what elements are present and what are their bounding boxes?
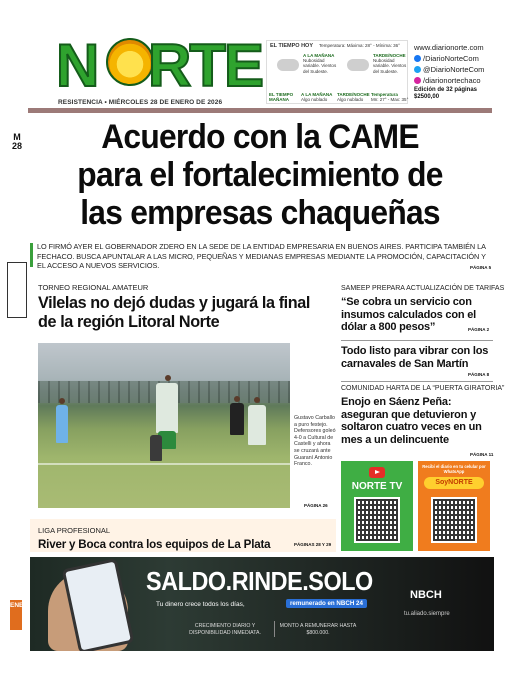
story3-title[interactable]: Enojo en Sáenz Peña: aseguran que detuvieron y soltaron cuatro veces en un mes a un delincuente <box>341 396 482 446</box>
story2-title[interactable]: Todo listo para vibrar con los carnavales de San Martín <box>341 345 489 370</box>
weather-tt-label: Temperatura <box>371 92 398 97</box>
nbch-advertisement[interactable] <box>30 557 494 651</box>
facebook-link[interactable] <box>414 53 514 64</box>
ad-subtitle: Tu dinero crece todos los días, <box>156 601 245 608</box>
youtube-icon <box>369 467 385 478</box>
main-story-kicker: TORNEO REGIONAL AMATEUR <box>38 283 149 292</box>
weather-tomorrow <box>269 92 301 102</box>
lead-marker <box>30 243 33 267</box>
story3-kicker: COMUNIDAD HARTA DE LA “PUERTA GIRATORIA” <box>341 385 505 392</box>
main-headline[interactable] <box>58 118 463 232</box>
masthead-rule <box>28 108 492 113</box>
player-head <box>59 398 65 404</box>
norte-tv-promo[interactable] <box>341 461 413 551</box>
pitch-line <box>38 463 290 465</box>
weather-tomorrow-temp <box>371 92 409 102</box>
ad-title: SALDO.RINDE.SOLO <box>146 566 373 596</box>
edition-pages: Edición de 32 páginas <box>414 87 478 93</box>
weather-tomorrow-night <box>337 92 373 102</box>
bottom-story-title[interactable]: River y Boca contra los equipos de La Plata <box>38 538 271 551</box>
bottom-story-kicker: LIGA PROFESIONAL <box>38 526 111 535</box>
facebook-handle: /DiarioNorteCom <box>423 54 479 63</box>
headline-page-ref[interactable]: PÁGINA 5 <box>470 265 492 270</box>
twitter-icon <box>414 66 421 73</box>
headline-line-2: para el fortalecimiento de <box>77 156 443 194</box>
weather-tn-desc: Algo nublado <box>337 97 364 103</box>
qr-code-icon[interactable] <box>354 497 400 543</box>
column-divider <box>341 381 493 382</box>
weather-tomorrow-label: EL TIEMPO MAÑANA <box>269 92 294 103</box>
weather-morning-desc: Nubosidad variable. Vientos del Sudeste. <box>303 58 337 74</box>
weather-tm-label: A LA MAÑANA <box>301 92 333 97</box>
weather-tomorrow-morning <box>301 92 337 102</box>
weather-night <box>373 53 409 74</box>
sun-logo-icon <box>106 38 154 86</box>
football-photo <box>38 343 290 508</box>
qr-code-icon[interactable] <box>431 497 477 543</box>
player-figure <box>56 405 68 443</box>
story1-page-ref[interactable]: PÁGINA 2 <box>468 327 490 332</box>
weather-morning-label: A LA MAÑANA <box>303 53 335 58</box>
main-story-page-ref[interactable]: PÁGINA 26 <box>304 503 328 508</box>
weather-tn-label: TARDE/NOCHE <box>337 92 370 97</box>
cloud-sun-icon <box>277 59 299 71</box>
player-figure <box>150 435 162 461</box>
player-figure <box>230 403 244 435</box>
logo-letters-rte: RTE <box>148 32 262 99</box>
contact-block <box>414 42 514 86</box>
weather-morning <box>303 53 339 74</box>
weather-temps: Temperatura: Máxima: 28° - Mínima: 36° <box>319 43 400 48</box>
instagram-icon <box>414 77 421 84</box>
soy-norte-text: Recibí el diario en tu celular por WhatsApp <box>422 464 486 474</box>
player-figure <box>248 405 266 445</box>
logo-letter-n: N <box>56 32 98 99</box>
date-stamp <box>10 133 24 151</box>
player-figure <box>156 383 178 433</box>
instagram-link[interactable] <box>414 75 514 86</box>
player-head <box>254 397 260 403</box>
story1-title[interactable]: “Se cobra un servicio con insumos calculados con el dólar a 800 pesos” <box>341 296 476 333</box>
norte-logo[interactable] <box>56 32 262 99</box>
month-tab: ENE <box>10 600 22 630</box>
website-link[interactable]: www.diarionorte.com <box>414 43 484 52</box>
weather-box <box>266 40 408 104</box>
weather-night-label: TARDE/NOCHE <box>373 53 406 58</box>
weather-tt-desc: Mn: 27° - Max: 35° <box>371 97 409 103</box>
ad-feature-1: CRECIMIENTO DIARIO Y DISPONIBILIDAD INMEDIATA. <box>189 623 261 636</box>
ad-brand: NBCH <box>410 589 442 601</box>
headline-line-3: las empresas chaqueñas <box>80 194 440 232</box>
twitter-link[interactable] <box>414 64 514 75</box>
player-head <box>234 396 240 402</box>
ad-chip: remunerado en NBCH 24 <box>286 599 367 608</box>
soy-norte-promo[interactable] <box>418 461 490 551</box>
weather-title: EL TIEMPO HOY <box>270 43 313 49</box>
soy-norte-logo: SoyNORTE <box>424 477 484 489</box>
facebook-icon <box>414 55 421 62</box>
weather-night-desc: Nubosidad variable. Vientos del Sudeste. <box>373 58 407 74</box>
ad-feature-2: MONTO A REMUNERAR HASTA $800.000. <box>279 623 357 636</box>
ad-url: tu.aliado.siempre <box>404 611 450 617</box>
story3-page-ref[interactable]: PÁGINA 11 <box>470 452 494 457</box>
date-day: 28 <box>11 141 22 151</box>
story1-kicker: SAMEEP PREPARA ACTUALIZACIÓN DE TARIFAS <box>341 285 505 292</box>
headline-lead: LO FIRMÓ AYER EL GOBERNADOR ZDERO EN LA SEDE DE LA ENTIDAD EMPRESARIA EN BUENOS AIRES. PARTICIPA TAMBIÉN LA FECHACO. BUSCA APUNTALAR A LAS MICRO, PEQUEÑAS Y MEDIANAS EMPRESAS MEDIANTE LA PROMOCIÓN, CAPACITACIÓN Y EL ACCESO A NUEVOS SERVICIOS. <box>37 242 486 271</box>
main-story-title[interactable]: Vilelas no dejó dudas y jugará la final de la región Litoral Norte <box>38 294 310 331</box>
instagram-handle: /diarionortechaco <box>423 76 481 85</box>
photo-caption: Gustavo Carballo a puro festejo. Defensores goleó 4-0 a Cultural de Castelli y ahora se cruzará ante Guaraní Antonio Franco. <box>294 415 336 468</box>
story2-page-ref[interactable]: PÁGINA 8 <box>468 372 490 377</box>
cloud-sun-icon <box>347 59 369 71</box>
norte-tv-label: NORTE TV <box>351 481 403 492</box>
headline-line-1: Acuerdo con la CAME <box>101 118 419 156</box>
edition-price: $2500,00 <box>414 94 440 100</box>
left-strip-box <box>7 262 27 318</box>
weather-tm-desc: Algo nublado <box>301 97 328 103</box>
player-head <box>165 375 171 381</box>
edition-line: RESISTENCIA • MIÉRCOLES 28 DE ENERO DE 2026 <box>58 99 223 106</box>
column-divider <box>341 340 493 341</box>
twitter-handle: @DiarioNorteCom <box>423 65 485 74</box>
edition-info <box>414 87 477 101</box>
date-month: M <box>13 132 21 142</box>
bottom-story-page-ref[interactable]: PÁGINAS 28 Y 29 <box>294 542 332 547</box>
ad-divider <box>274 621 275 637</box>
